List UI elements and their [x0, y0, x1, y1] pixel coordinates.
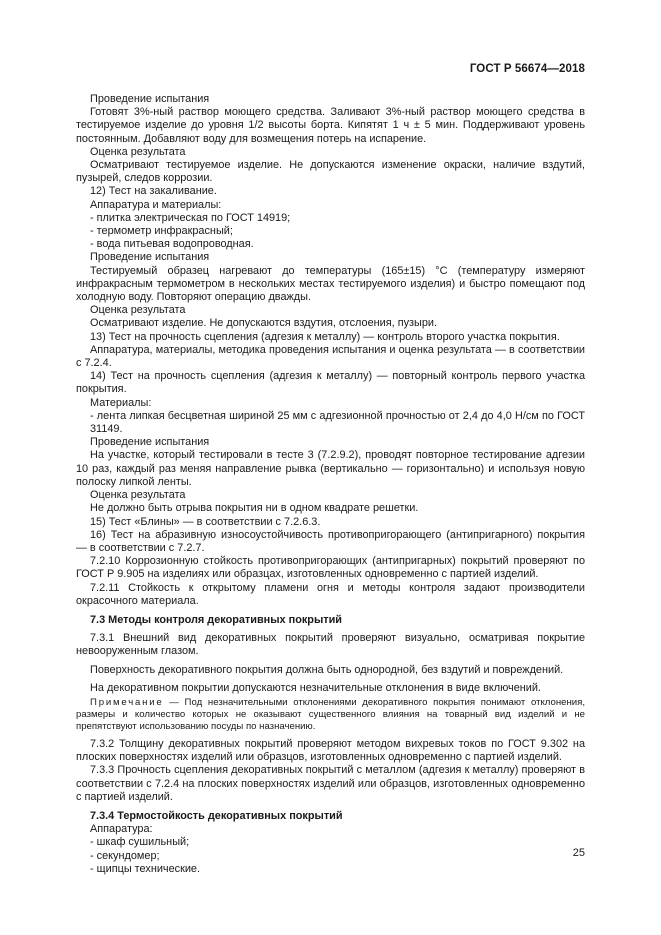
page-number: 25 [572, 847, 585, 859]
paragraph: Осматривают тестируемое изделие. Не допускаются изменение окраски, наличие вздутий, пузырей, следов коррозии. [76, 159, 585, 185]
paragraph: - плитка электрическая по ГОСТ 14919; [90, 211, 291, 224]
paragraph: Аппаратура: [90, 823, 153, 836]
paragraph: Поверхность декоративного покрытия должна быть однородной, без вздутий и повреждений. [90, 663, 564, 676]
paragraph: Аппаратура и материалы: [90, 198, 222, 211]
paragraph: 12) Тест на закаливание. [90, 185, 217, 198]
paragraph: 7.3.3 Прочность сцепления декоративных покрытий с металлом (адгезия к металлу) проверяют в соответствии с 7.2.4 на плоских поверхностях изделий или образцов, изготовленных одновременно с партией изделий. [76, 764, 585, 803]
paragraph: Оценка результата [90, 145, 186, 158]
section-heading: 7.3 Методы контроля декоративных покрытий [90, 613, 342, 626]
paragraph: 7.3.2 Толщину декоративных покрытий проверяют методом вихревых токов по ГОСТ 9.302 на плоских поверхностях изделий или образцов, изготовленных одновременно с партией изделий. [76, 737, 585, 764]
paragraph: - термометр инфракрасный; [90, 225, 233, 238]
paragraph: Не должно быть отрыва покрытия ни в одном квадрате решетки. [90, 502, 419, 515]
paragraph: Оценка результата [90, 304, 186, 317]
paragraph: - вода питьевая водопроводная. [90, 238, 254, 251]
paragraph: Тестируемый образец нагревают до температуры (165±15) °С (температуру измеряют инфракрасным термометром в нескольких местах тестируемого изделия) и быстро помещают под холодную воду. Повторяют операцию дважды. [76, 264, 585, 304]
paragraph: 15) Тест «Блины» — в соответствии с 7.2.6.3. [90, 515, 321, 528]
paragraph: На участке, который тестировали в тесте 3 (7.2.9.2), проводят повторное тестирование адгезии 10 раз, каждый раз меняя направление рывка (вертикально — горизонтально) и используя новую полоску липкой ленты. [76, 449, 585, 488]
paragraph: Проведение испытания [90, 93, 210, 105]
standard-code: ГОСТ Р 56674—2018 [469, 63, 585, 75]
paragraph: Осматривают изделие. Не допускаются вздутия, отслоения, пузыри. [90, 317, 438, 330]
note-label: Примечание [90, 696, 164, 708]
document-body [76, 93, 585, 876]
paragraph: Аппаратура, материалы, методика проведения испытания и оценка результата — в соответствии с 7.2.4. [76, 343, 585, 370]
paragraph: - секундомер; [90, 849, 160, 862]
paragraph: - щипцы технические. [90, 862, 201, 875]
paragraph: Проведение испытания [90, 251, 210, 264]
note-text: — Под незначительными отклонениями декоративного покрытия понимают отклонения, размеры и количество которых не оказывают существенного влияния на товарный вид изделий и не препятствуют использованию посуды по назначению. [76, 696, 585, 732]
body-section-2 [76, 738, 585, 876]
paragraph: - шкаф сушильный; [90, 836, 190, 849]
paragraph: 14) Тест на прочность сцепления (адгезия к металлу) — повторный контроль первого участка покрытия. [76, 370, 585, 396]
paragraph: 16) Тест на абразивную износоустойчивость противопригорающего (антипригарного) покрытия — в соответствии с 7.2.7. [76, 528, 585, 554]
paragraph: 7.2.11 Стойкость к открытому пламени огня и методы контроля задают производители окрасочного материала. [76, 581, 585, 607]
paragraph: 7.2.10 Коррозионную стойкость противопригорающих (антипригарных) покрытий проверяют по ГОСТ Р 9.905 на изделиях или образцах, изготовленных одновременно с партией изделий. [76, 555, 585, 581]
note [76, 697, 585, 733]
paragraph: 13) Тест на прочность сцепления (адгезия к металлу) — контроль второго участка покрытия. [90, 330, 560, 343]
section-heading: 7.3.4 Термостойкость декоративных покрытий [90, 809, 343, 822]
paragraph: Готовят 3%-ный раствор моющего средства. Заливают 3%-ный раствор моющего средства в тестируемое изделие до уровня 1/2 высоты борта. Кипятят 1 ч ± 5 мин. Поддерживают уровень постоянным. Добавляют воду для возмещения потерь на испарение. [76, 106, 585, 145]
paragraph: 7.3.1 Внешний вид декоративных покрытий проверяют визуально, осматривая покрытие невооруженным глазом. [76, 632, 585, 658]
paragraph: Оценка результата [90, 489, 186, 502]
body-section-1 [76, 93, 585, 695]
paragraph: Проведение испытания [90, 436, 210, 449]
paragraph: - лента липкая бесцветная шириной 25 мм с адгезионной прочностью от 2,4 до 4,0 Н/см по ГОСТ 31149. [90, 409, 585, 436]
paragraph: На декоративном покрытии допускаются незначительные отклонения в виде включений. [90, 681, 541, 694]
paragraph: Материалы: [90, 396, 152, 409]
